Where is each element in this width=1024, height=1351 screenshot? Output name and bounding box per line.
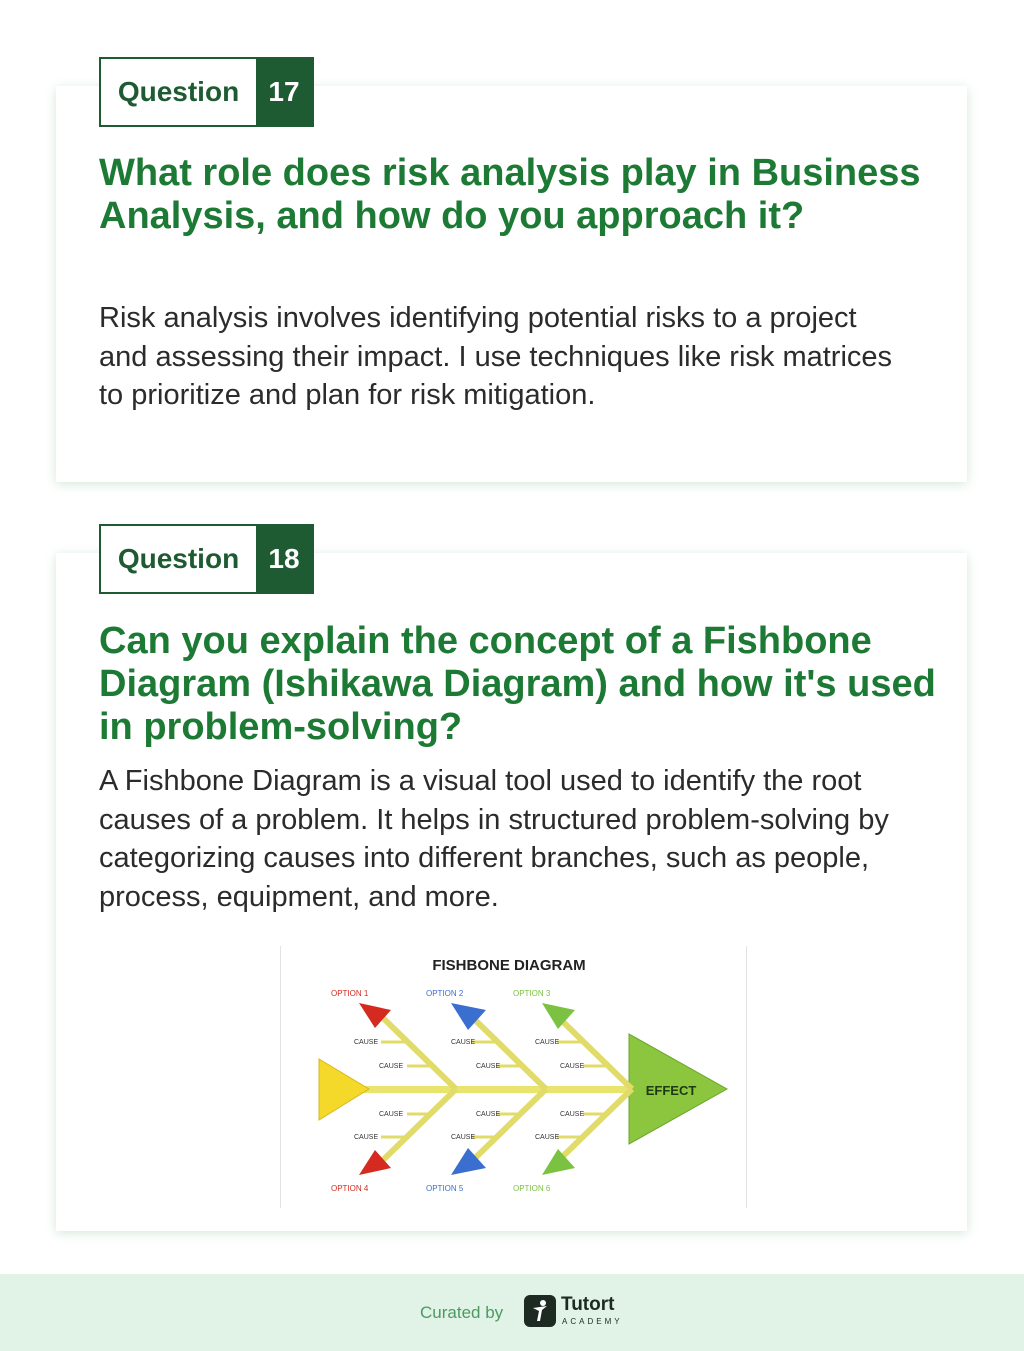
cause-label: CAUSE xyxy=(354,1039,379,1046)
cause-label: CAUSE xyxy=(354,1134,379,1141)
question-title: What role does risk analysis play in Business Analysis, and how do you approach it? xyxy=(99,152,921,237)
question-label: Question xyxy=(117,543,240,574)
option-label: OPTION 1 xyxy=(331,989,369,998)
option-label: OPTION 2 xyxy=(426,989,464,998)
question-title: Can you explain the concept of a Fishbone Diagram (Ishikawa Diagram) and how it's used in problem-solving? xyxy=(99,620,936,748)
option-label: OPTION 6 xyxy=(513,1184,551,1193)
question-number: 17 xyxy=(256,59,312,125)
cause-label: CAUSE xyxy=(560,1111,585,1118)
option-label: OPTION 3 xyxy=(513,989,551,998)
effect-label: EFFECT xyxy=(645,1083,697,1098)
question-answer: A Fishbone Diagram is a visual tool used to identify the root causes of a problem. It helps in structured problem-solving by categorizing causes into different branches, such as people, process, equipment, and more. xyxy=(99,765,889,913)
option-label: OPTION 4 xyxy=(331,1184,369,1193)
spine-line xyxy=(351,1086,641,1093)
question-tag xyxy=(99,57,314,127)
cause-label: CAUSE xyxy=(451,1039,476,1046)
cause-label: CAUSE xyxy=(476,1111,501,1118)
diagram-title: FISHBONE DIAGRAM xyxy=(432,957,586,974)
question-answer: Risk analysis involves identifying potential risks to a project and assessing their impact. I use techniques like risk matrices to prioritize and plan for risk mitigation. xyxy=(99,302,893,411)
question-number: 18 xyxy=(256,526,312,592)
option-label: OPTION 5 xyxy=(426,1184,464,1193)
cause-label: CAUSE xyxy=(535,1134,560,1141)
question-card-17 xyxy=(56,86,967,482)
cause-label: CAUSE xyxy=(379,1063,404,1070)
cause-label: CAUSE xyxy=(451,1134,476,1141)
cause-label: CAUSE xyxy=(476,1063,501,1070)
cause-label: CAUSE xyxy=(379,1111,404,1118)
question-tag xyxy=(99,524,314,594)
footer xyxy=(0,1274,1024,1351)
fishbone-diagram-image xyxy=(280,946,747,1208)
cause-label: CAUSE xyxy=(560,1063,585,1070)
question-label: Question xyxy=(117,76,240,107)
brand-subtitle: ACADEMY xyxy=(562,1317,623,1326)
tail-triangle xyxy=(319,1059,369,1120)
fishbone-diagram-svg xyxy=(281,946,746,1208)
brand-name: Tutort xyxy=(561,1294,615,1315)
cause-label: CAUSE xyxy=(535,1039,560,1046)
curated-by-text: Curated by xyxy=(420,1303,504,1322)
tutort-logo-icon xyxy=(524,1295,556,1327)
